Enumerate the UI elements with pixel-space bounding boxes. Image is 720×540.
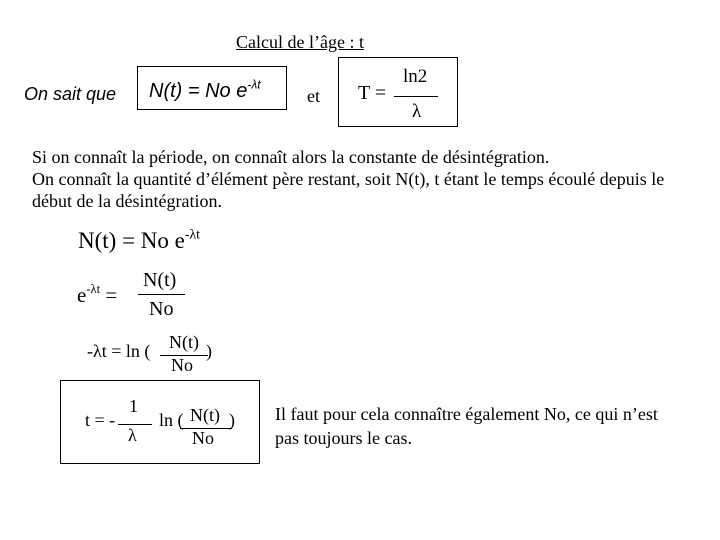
equation-3-close-paren: )	[206, 341, 212, 361]
equation-2-lhs	[77, 283, 117, 308]
equation-1	[78, 228, 200, 254]
period-denominator: λ	[412, 101, 422, 122]
conjunction-et: et	[307, 86, 320, 106]
result-lhs: t = -	[85, 410, 116, 430]
equation-1-exponent: -λt	[184, 226, 200, 242]
equation-2-exponent: -λt	[86, 282, 101, 297]
decay-formula-base: N(t) = No e	[149, 80, 248, 102]
result-denominator: λ	[128, 425, 137, 445]
decay-formula	[149, 77, 261, 103]
period-lhs: T =	[358, 82, 387, 104]
equation-2-denominator: No	[149, 298, 174, 320]
equation-2-equals: =	[100, 283, 118, 307]
result-ln: ln (	[159, 410, 184, 430]
result-numerator: 1	[129, 396, 138, 416]
period-numerator: ln2	[403, 66, 428, 87]
equation-1-base: N(t) = No e	[78, 228, 185, 253]
equation-3-numerator: N(t)	[169, 332, 199, 352]
side-note: Il faut pour cela connaître également No, ce qui n’est pas toujours le cas.	[275, 404, 658, 448]
equation-3-lhs: -λt = ln (	[87, 341, 151, 361]
explanation-paragraph	[32, 146, 692, 212]
equation-3-denominator: No	[171, 355, 193, 375]
intro-label: On sait que	[24, 84, 117, 104]
period-formula-box	[338, 57, 458, 127]
result-close-paren: )	[229, 410, 235, 430]
result-inner-numerator: N(t)	[190, 405, 220, 425]
page-title: Calcul de l’âge : t	[236, 32, 364, 52]
explanation-line-2: On connaît la quantité d’élément père restant, soit N(t), t étant le temps écoulé depuis le début de la désintégration.	[32, 169, 665, 211]
decay-formula-exponent: -λt	[247, 77, 261, 92]
result-inner-denominator: No	[192, 428, 214, 448]
equation-2-numerator: N(t)	[143, 269, 177, 291]
equation-2-fraction-bar	[138, 294, 185, 295]
period-fraction-bar	[394, 96, 438, 97]
explanation-line-1: Si on connaît la période, on connaît alors la constante de désintégration.	[32, 147, 550, 167]
equation-2-base: e	[77, 283, 87, 307]
